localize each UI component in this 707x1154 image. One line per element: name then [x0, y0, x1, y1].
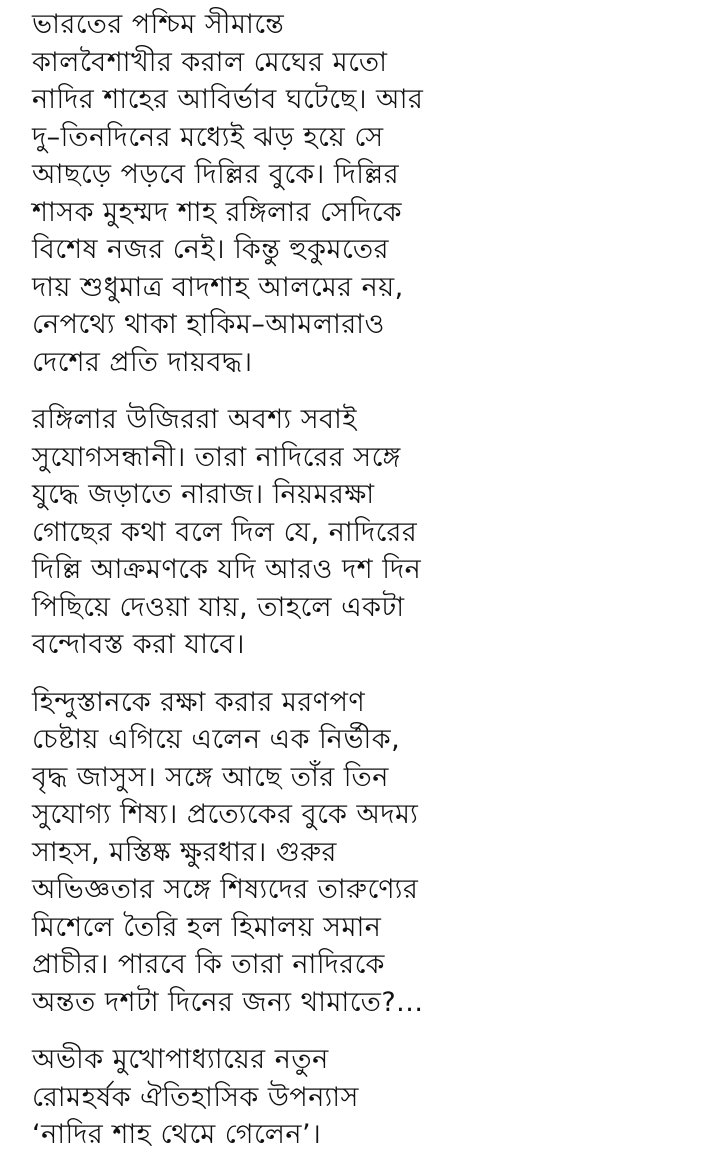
text-line: সুযোগ্য শিষ্য। প্রত্যেকের বুকে অদম্য — [32, 799, 419, 830]
text-line: পিছিয়ে দেওয়া যায়, তাহলে একটা — [32, 591, 405, 623]
text-line: ভারতের পশ্চিম সীমান্তে — [32, 9, 285, 40]
text-line: দায় শুধুমাত্র বাদশাহ আলমের নয়, — [32, 271, 404, 303]
text-line: চেষ্টায় এগিয়ে এলেন এক নির্ভীক, — [32, 724, 401, 755]
text-line: দু–তিনদিনের মধ্যেই ঝড় হয়ে সে — [32, 121, 384, 153]
text-line: অভীক মুখোপাধ্যায়ের নতুন — [32, 1044, 329, 1075]
text-line: নাদির শাহের আবির্ভাব ঘটেছে। আর — [32, 84, 424, 115]
text-line: অন্তত দশটা দিনের জন্য থামাতে?... — [32, 986, 424, 1018]
text-line: কালবৈশাখীর করাল মেঘের মতো — [32, 46, 388, 78]
text-line: গোছের কথা বলে দিল যে, নাদিরের — [32, 516, 418, 548]
paragraph-2 — [32, 401, 707, 664]
text-line: অভিজ্ঞতার সঙ্গে শিষ্যদের তারুণ্যের — [32, 874, 419, 905]
text-line: রঙ্গিলার উজিররা অবশ্য সবাই — [32, 404, 357, 435]
text-line: হিন্দুস্তানকে রক্ষা করার মরণপণ — [32, 686, 366, 718]
text-line: শাসক মুহম্মদ শাহ রঙ্গিলার সেদিকে — [32, 196, 402, 228]
text-line: মিশেলে তৈরি হল হিমালয় সমান — [32, 911, 382, 943]
text-line: যুদ্ধে জড়াতে নারাজ। নিয়মরক্ষা — [32, 479, 375, 510]
text-line: দেশের প্রতি দায়বদ্ধ। — [32, 346, 253, 378]
text-line: বৃদ্ধ জাসুস। সঙ্গে আছে তাঁর তিন — [32, 761, 389, 793]
text-line: বন্দোবস্ত করা যাবে। — [32, 629, 245, 660]
text-line: আছড়ে পড়বে দিল্লির বুকে। দিল্লির — [32, 159, 400, 190]
text-line: নেপথ্যে থাকা হাকিম–আমলারাও — [32, 309, 385, 340]
text-line: প্রাচীর। পারবে কি তারা নাদিরকে — [32, 949, 385, 980]
text-line: সাহস, মস্তিষ্ক ক্ষুরধার। গুরুর — [32, 836, 337, 868]
text-line: বিশেষ নজর নেই। কিন্তু হুকুমতের — [32, 234, 389, 265]
paragraph-1 — [32, 6, 707, 381]
text-line: সুযোগসন্ধানী। তারা নাদিরের সঙ্গে — [32, 441, 401, 473]
text-line: ‘নাদির শাহ থেমে গেলেন’। — [32, 1119, 322, 1150]
paragraph-4 — [32, 1041, 707, 1154]
paragraph-3 — [32, 684, 707, 1022]
text-line: রোমহর্ষক ঐতিহাসিক উপন্যাস — [32, 1081, 359, 1113]
text-line: দিল্লি আক্রমণকে যদি আরও দশ দিন — [32, 554, 422, 585]
